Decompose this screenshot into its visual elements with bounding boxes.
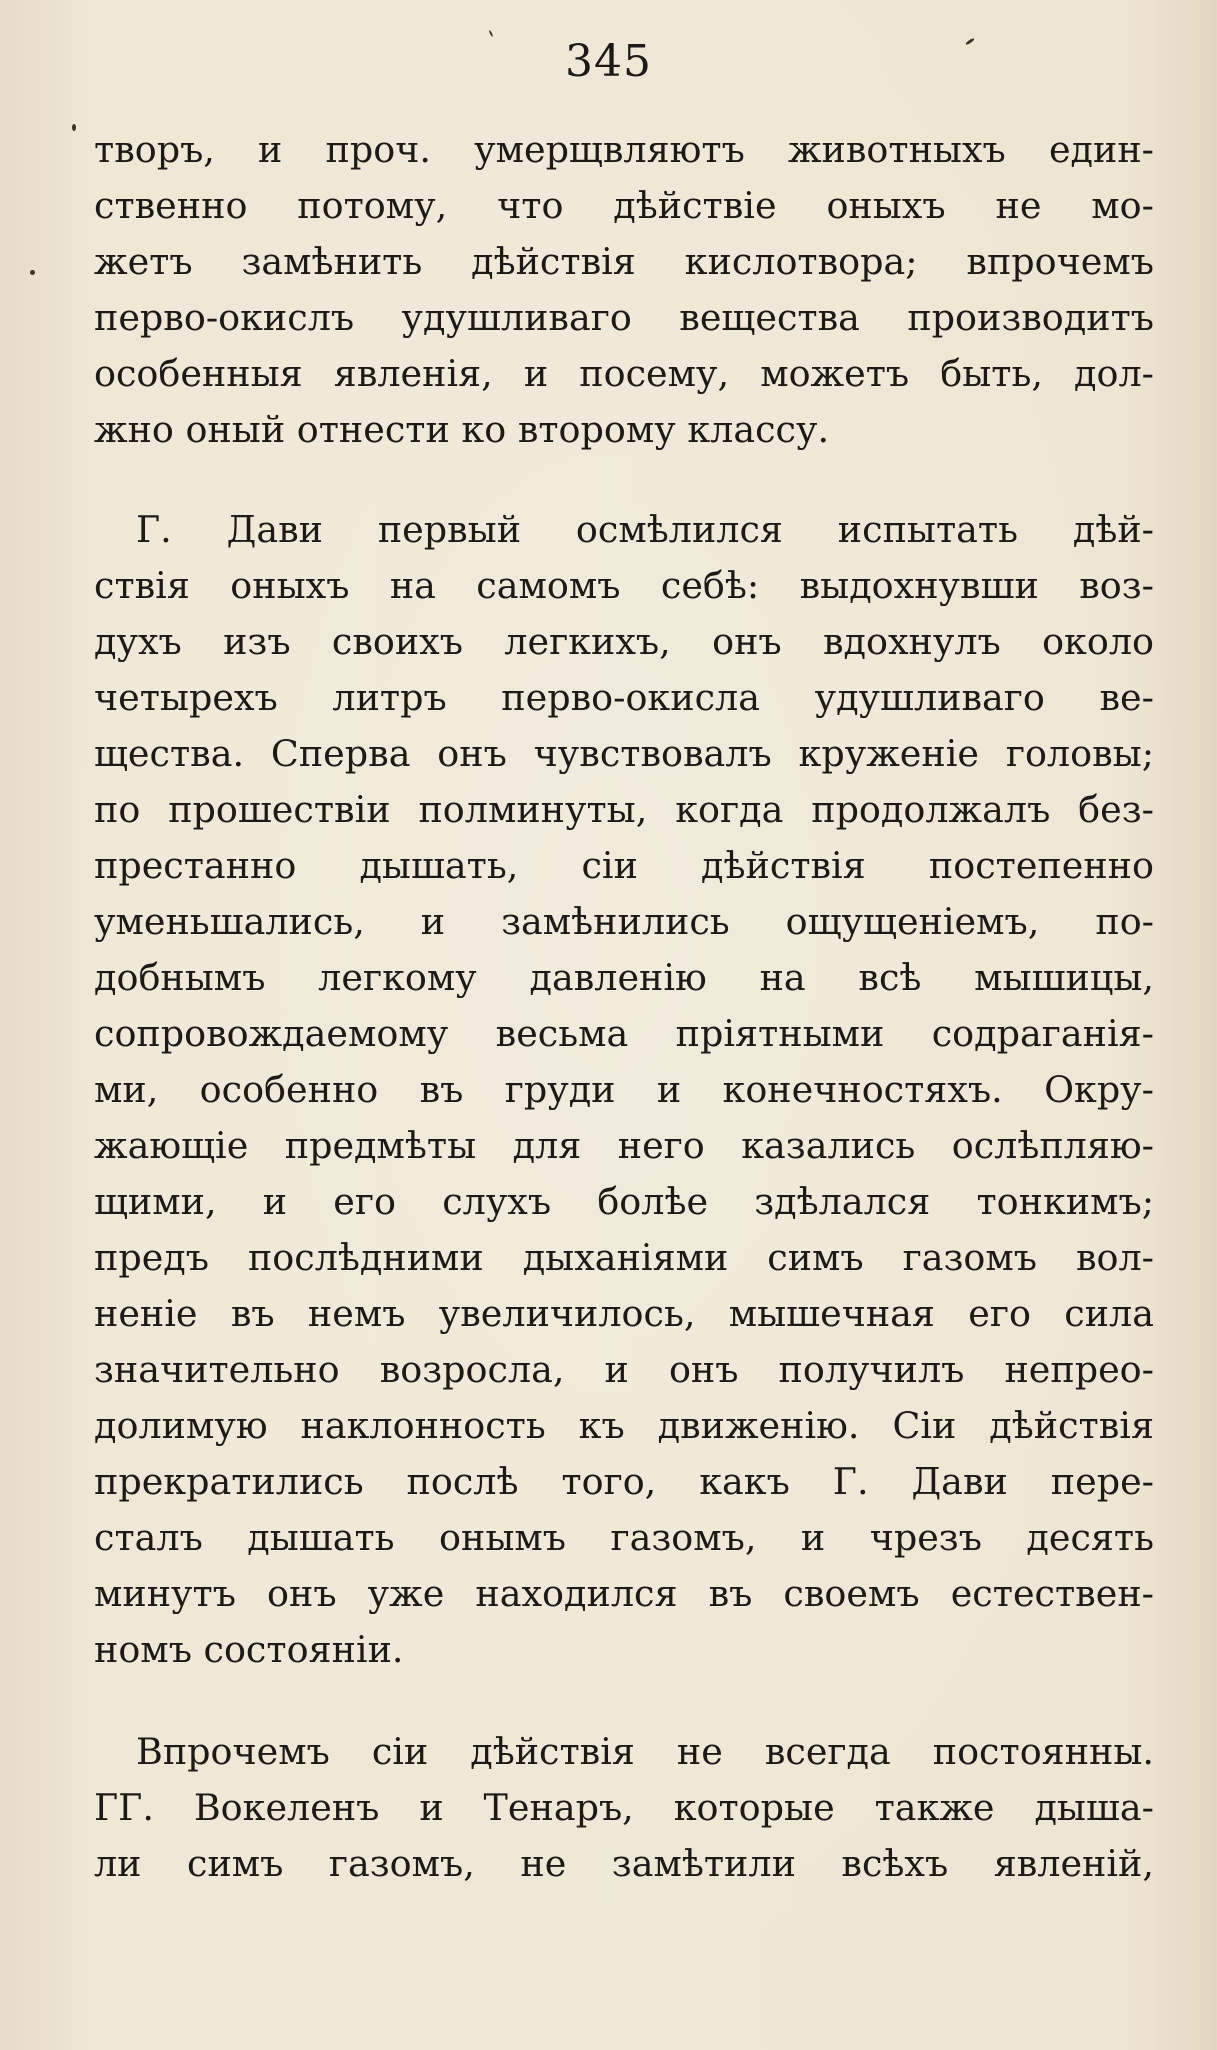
text-line: особенныя явленія, и посему, можетъ быть, дол-: [94, 352, 1154, 395]
text-line: сталъ дышать онымъ газомъ, и чрезъ десять: [94, 1516, 1154, 1559]
text-line: ми, особенно въ груди и конечностяхъ. Окру-: [94, 1068, 1154, 1111]
text-line: долимую наклонность къ движенію. Сіи дѣйствія: [94, 1404, 1154, 1447]
text-line: жающіе предмѣты для него казались ослѣпляю-: [94, 1124, 1154, 1167]
text-line: минутъ онъ уже находился въ своемъ естествен-: [94, 1572, 1154, 1615]
text-line: предъ послѣдними дыханіями симъ газомъ вол-: [94, 1236, 1154, 1279]
text-line: ГГ. Вокеленъ и Тенаръ, которые также дыша-: [94, 1786, 1154, 1829]
text-line: ственно потому, что дѣйствіе оныхъ не мо-: [94, 184, 1154, 227]
text-line: Г. Дави первый осмѣлился испытать дѣй-: [136, 508, 1154, 551]
ink-speck: [30, 270, 35, 275]
text-line: жетъ замѣнить дѣйствія кислотвора; впрочемъ: [94, 240, 1154, 283]
text-line: Впрочемъ сіи дѣйствія не всегда постоянны.: [136, 1730, 1154, 1773]
text-line: по прошествіи полминуты, когда продолжалъ без-: [94, 788, 1154, 831]
page-number: 345: [565, 36, 652, 87]
text-line: престанно дышать, сіи дѣйствія постепенно: [94, 844, 1154, 887]
text-line: щими, и его слухъ болѣе здѣлался тонкимъ;: [94, 1180, 1154, 1223]
text-line: прекратились послѣ того, какъ Г. Дави пере-: [94, 1460, 1154, 1503]
text-line: творъ, и проч. умерщвляютъ животныхъ един-: [94, 128, 1154, 171]
text-line: уменьшались, и замѣнились ощущеніемъ, по-: [94, 900, 1154, 943]
text-line: перво-окислъ удушливаго вещества производитъ: [94, 296, 1154, 339]
text-line: духъ изъ своихъ легкихъ, онъ вдохнулъ около: [94, 620, 1154, 663]
text-line: ствія оныхъ на самомъ себѣ: выдохнувши воз-: [94, 564, 1154, 607]
text-line: значительно возросла, и онъ получилъ непрео-: [94, 1348, 1154, 1391]
text-line: щества. Сперва онъ чувствовалъ круженіе головы;: [94, 732, 1154, 775]
text-line: ли симъ газомъ, не замѣтили всѣхъ явленій,: [94, 1842, 1154, 1885]
text-line: номъ состояніи.: [94, 1628, 404, 1671]
ink-speck: [72, 124, 76, 131]
text-line: добнымъ легкому давленію на всѣ мышицы,: [94, 956, 1154, 999]
text-line: четырехъ литръ перво-окисла удушливаго ве-: [94, 676, 1154, 719]
text-line: неніе въ немъ увеличилось, мышечная его сила: [94, 1292, 1154, 1335]
text-line: жно оный отнести ко второму классу.: [94, 408, 830, 451]
text-line: сопровождаемому весьма пріятными содраганія-: [94, 1012, 1154, 1055]
